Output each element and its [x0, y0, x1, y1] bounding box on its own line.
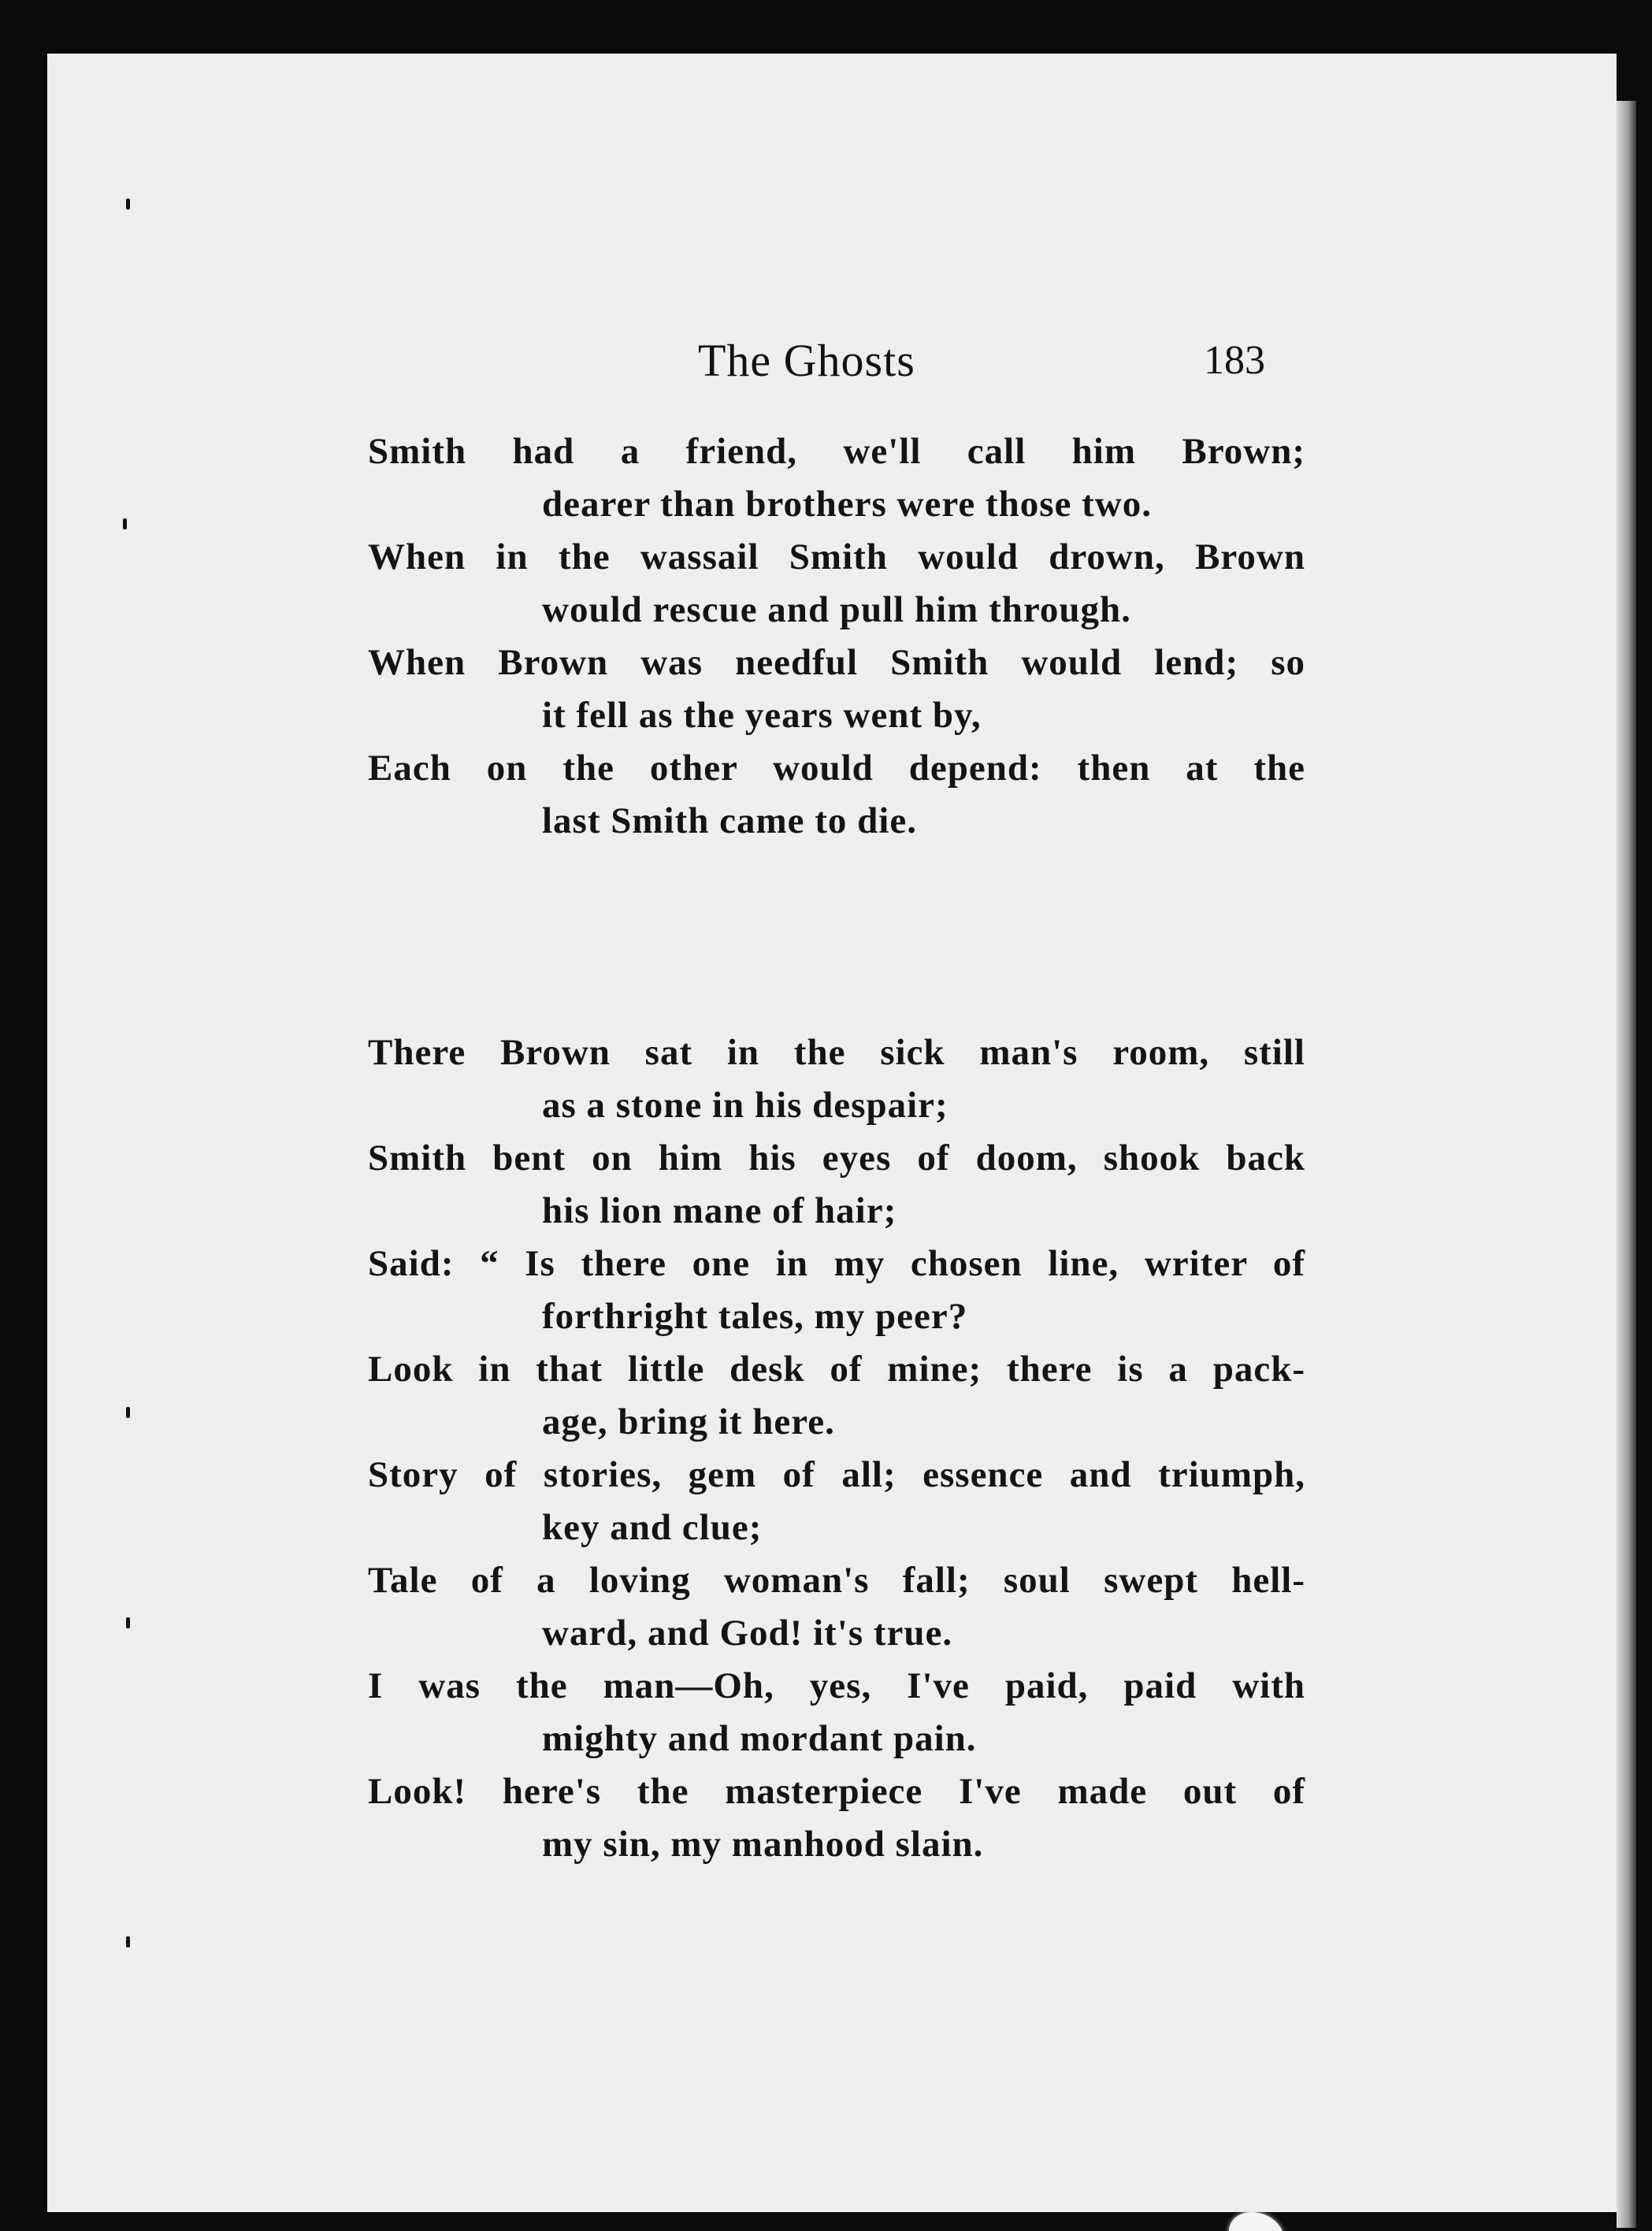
- page-number: 183: [1204, 338, 1265, 383]
- gutter-speck: [126, 199, 130, 210]
- book-page: [47, 54, 1617, 2212]
- poem-line: When in the wassail Smith would drown, Brown: [368, 536, 1305, 577]
- poem-line: When Brown was needful Smith would lend; so: [368, 642, 1305, 683]
- poem-line: Story of stories, gem of all; essence and triumph,: [368, 1454, 1305, 1495]
- poem-line: Tale of a loving woman's fall; soul swept hell-: [368, 1560, 1305, 1601]
- poem-line: Smith had a friend, we'll call him Brown;: [368, 431, 1305, 472]
- poem-line: his lion mane of hair;: [542, 1190, 897, 1231]
- poem-line: I was the man—Oh, yes, I've paid, paid with: [368, 1665, 1305, 1706]
- poem-line: ward, and God! it's true.: [542, 1613, 953, 1654]
- stanza: [368, 1026, 1305, 1871]
- gutter-speck: [123, 518, 127, 529]
- stanza: [368, 425, 1305, 848]
- gutter-speck: [126, 1617, 130, 1628]
- poem-line: Each on the other would depend: then at the: [368, 748, 1305, 789]
- poem-line: forthright tales, my peer?: [542, 1296, 968, 1337]
- gutter-speck: [126, 1936, 130, 1947]
- page-edge-shadow: [1617, 101, 1636, 2228]
- poem-line: There Brown sat in the sick man's room, still: [368, 1032, 1305, 1073]
- poem-line: Look in that little desk of mine; there is a pack-: [368, 1349, 1305, 1390]
- poem-line: dearer than brothers were those two.: [542, 484, 1152, 525]
- poem-line: Smith bent on him his eyes of doom, shook back: [368, 1138, 1305, 1179]
- gutter-speck: [126, 1407, 130, 1418]
- poem-line: Said: “ Is there one in my chosen line, writer of: [368, 1243, 1305, 1284]
- poem-line: age, bring it here.: [542, 1401, 835, 1442]
- poem-line: key and clue;: [542, 1507, 763, 1548]
- poem-line: Look! here's the masterpiece I've made out of: [368, 1771, 1305, 1812]
- running-title: The Ghosts: [698, 335, 915, 386]
- poem-line: it fell as the years went by,: [542, 695, 982, 736]
- poem-line: last Smith came to die.: [542, 800, 917, 841]
- paper-smudge: [1229, 2212, 1284, 2231]
- poem-line: would rescue and pull him through.: [542, 589, 1131, 630]
- poem-line: mighty and mordant pain.: [542, 1718, 977, 1759]
- poem-line: my sin, my manhood slain.: [542, 1824, 984, 1865]
- poem-line: as a stone in his despair;: [542, 1085, 949, 1126]
- running-header: [47, 334, 1617, 389]
